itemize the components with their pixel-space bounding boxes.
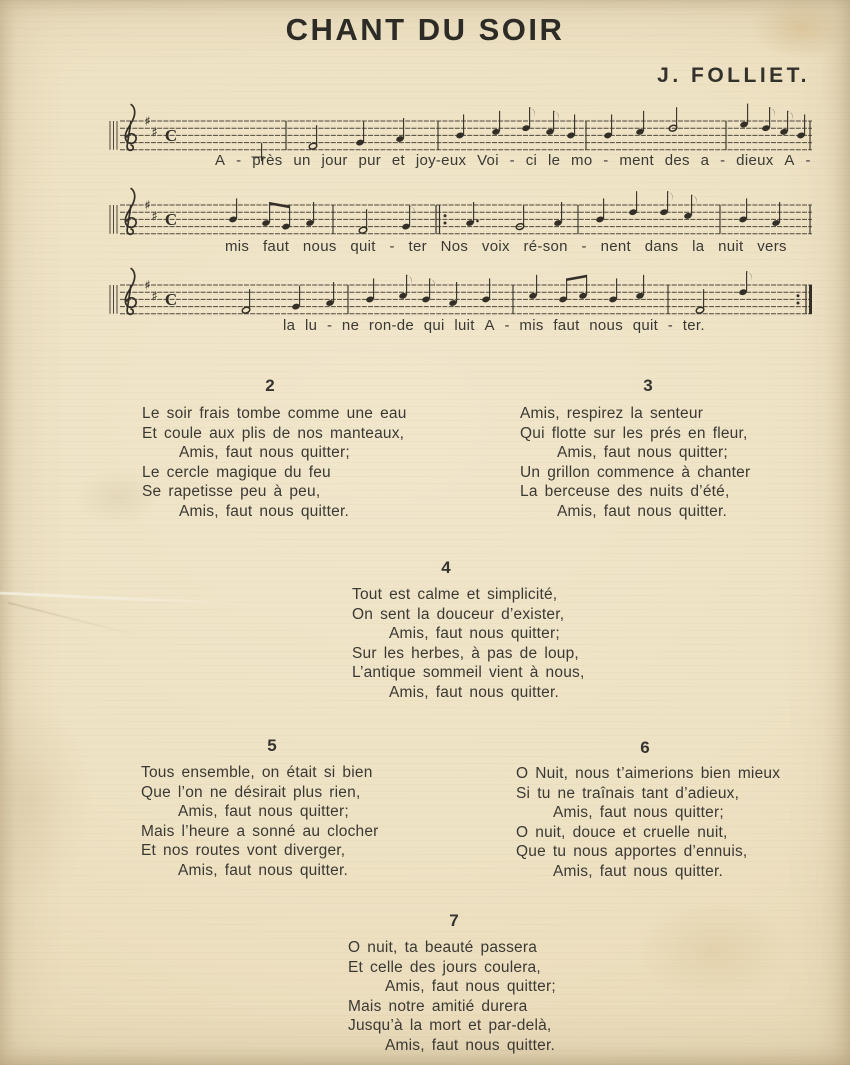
lyric-syllable: - — [326, 317, 333, 334]
lyric-syllable: A — [784, 152, 795, 169]
staff-2-svg — [108, 179, 812, 245]
verse-number-2: 2 — [265, 376, 275, 395]
verse-line: Tous ensemble, on était si bien — [141, 764, 373, 781]
verse-line: Amis, faut nous quitter. — [557, 502, 727, 520]
lyric-syllable: faut — [553, 317, 580, 334]
lyric-syllable: - — [720, 152, 726, 169]
verse-block-2 — [142, 404, 407, 521]
treble-clef-icon — [125, 269, 136, 315]
verse-line: Sur les herbes, à pas de loup, — [352, 644, 579, 662]
lyric-syllable: ne — [341, 317, 360, 334]
verse-line: L’antique sommeil vient à nous, — [352, 664, 585, 681]
lyric-syllable: mis — [519, 317, 544, 334]
lyric-syllable: quit — [350, 238, 376, 255]
time-signature: C — [164, 126, 178, 145]
verse-line: Amis, faut nous quitter. — [385, 1036, 555, 1054]
page-title: CHANT DU SOIR — [285, 12, 565, 47]
staff-2-lyrics — [225, 238, 787, 255]
lyric-syllable: vers — [757, 238, 787, 255]
lyric-syllable: joy-eux — [415, 152, 467, 169]
lyric-syllable: qui — [423, 317, 445, 334]
composer-name: J. FOLLIET. — [657, 64, 810, 87]
verse-line: Amis, faut nous quitter; — [557, 444, 728, 461]
time-signature: C — [164, 290, 178, 309]
verse-line: Amis, faut nous quitter; — [385, 978, 556, 995]
lyric-syllable: mis — [225, 238, 250, 255]
lyric-syllable: - — [603, 152, 609, 169]
lyric-syllable: dans — [644, 238, 679, 255]
lyric-syllable: ment — [619, 152, 654, 169]
lyric-syllable: - — [509, 152, 515, 169]
verse-line: Un grillon commence à chanter — [520, 463, 751, 481]
verse-block-7 — [348, 938, 556, 1055]
sharp-icon: ♯ — [151, 125, 158, 141]
verse-line: On sent la douceur d’exister, — [352, 605, 565, 623]
lyric-syllable: voix — [481, 238, 510, 255]
lyric-syllable: ré-son — [523, 238, 568, 255]
lyric-syllable: pur — [358, 152, 382, 169]
lyric-syllable: - — [805, 152, 811, 169]
sharp-icon: ♯ — [144, 114, 151, 130]
lyric-syllable: a — [700, 152, 710, 169]
paper-crease — [8, 602, 154, 640]
lyric-syllable: un — [293, 152, 311, 169]
lyric-syllable: dieux — [736, 152, 774, 169]
verse-line: Amis, faut nous quitter. — [179, 502, 349, 520]
verse-line: Amis, faut nous quitter; — [178, 803, 349, 820]
staff-3-lyrics — [283, 317, 705, 334]
lyric-syllable: nous — [589, 317, 623, 334]
sharp-icon: ♯ — [151, 209, 158, 225]
verse-line: Amis, respirez la senteur — [520, 405, 704, 422]
lyric-syllable: nent — [600, 238, 631, 255]
verse-line: Amis, faut nous quitter; — [389, 625, 560, 642]
lyric-syllable: mo — [571, 152, 593, 169]
verse-line: Et coule aux plis de nos manteaux, — [142, 424, 405, 442]
lyric-syllable: quit — [632, 317, 659, 334]
lyric-syllable: lu — [304, 317, 318, 334]
lyric-syllable: ci — [525, 152, 538, 169]
lyric-syllable: le — [547, 152, 561, 169]
verse-number-7: 7 — [449, 911, 459, 930]
lyric-syllable: - — [504, 317, 510, 334]
lyric-syllable: - — [581, 238, 587, 255]
verse-number-5: 5 — [267, 736, 277, 755]
paper-crease — [0, 592, 290, 608]
verse-line: Amis, faut nous quitter; — [553, 804, 724, 821]
verse-line: Amis, faut nous quitter. — [389, 683, 559, 701]
staff-1-lyrics — [215, 152, 811, 169]
verse-line: Amis, faut nous quitter; — [179, 444, 350, 461]
verse-line: Se rapetisse peu à peu, — [142, 483, 321, 500]
verse-number-4: 4 — [441, 558, 451, 577]
verse-block-5 — [141, 763, 379, 880]
lyric-syllable: la — [692, 238, 705, 255]
lyric-syllable: - — [667, 317, 674, 334]
verse-line: O Nuit, nous t’aimerions bien mieux — [516, 765, 781, 782]
lyric-syllable: nuit — [718, 238, 744, 255]
sharp-icon: ♯ — [144, 198, 151, 214]
verse-line: Le cercle magique du feu — [142, 463, 331, 481]
lyric-syllable: près — [252, 152, 283, 169]
verse-line: Et nos routes vont diverger, — [141, 842, 346, 859]
verse-number-3: 3 — [643, 376, 653, 395]
verse-line: Mais notre amitié durera — [348, 997, 528, 1015]
verse-line: Le soir frais tombe comme une eau — [142, 405, 407, 422]
verse-line: Mais l’heure a sonné au clocher — [141, 822, 379, 840]
lyric-syllable: jour — [321, 152, 348, 169]
verse-block-4 — [352, 585, 584, 702]
lyric-syllable: Voi — [477, 152, 499, 169]
sharp-icon: ♯ — [144, 278, 151, 294]
verse-line: Que l’on ne désirait plus rien, — [141, 783, 361, 801]
lyric-syllable: ron-de — [368, 317, 415, 334]
verse-line: Amis, faut nous quitter. — [178, 861, 348, 879]
sharp-icon: ♯ — [151, 289, 158, 305]
lyric-syllable: et — [391, 152, 406, 169]
lyric-syllable: nous — [302, 238, 337, 255]
treble-clef-icon — [125, 105, 136, 151]
time-signature: C — [164, 210, 178, 229]
lyric-syllable: des — [664, 152, 690, 169]
verse-line: Que tu nous apportes d’ennuis, — [516, 843, 748, 860]
lyric-syllable: - — [236, 152, 242, 169]
verse-line: Jusqu’à la mort et par-delà, — [348, 1017, 552, 1034]
treble-clef-icon — [125, 189, 136, 235]
lyric-syllable: luit — [454, 317, 475, 334]
verse-line: Qui flotte sur les prés en fleur, — [520, 424, 748, 442]
lyric-syllable: A — [215, 152, 226, 169]
lyric-syllable: - — [389, 238, 395, 255]
verse-line: La berceuse des nuits d’été, — [520, 483, 730, 500]
verse-line: O nuit, ta beauté passera — [348, 939, 538, 956]
lyric-syllable: faut — [262, 238, 290, 255]
verse-line: Et celle des jours coulera, — [348, 958, 541, 976]
verse-block-3 — [520, 404, 750, 521]
verse-line: Amis, faut nous quitter. — [553, 862, 723, 880]
lyric-syllable: Nos — [440, 238, 469, 255]
lyric-syllable: A — [484, 317, 495, 334]
verse-line: O nuit, douce et cruelle nuit, — [516, 823, 728, 841]
verse-number-6: 6 — [640, 738, 650, 757]
lyric-syllable: la — [283, 317, 296, 334]
staff-3-svg — [108, 259, 812, 325]
verse-line: Si tu ne traînais tant d’adieux, — [516, 784, 740, 802]
verse-block-6 — [516, 764, 780, 881]
verse-line: Tout est calme et simplicité, — [352, 586, 558, 603]
lyric-syllable: ter. — [682, 317, 705, 334]
lyric-syllable: ter — [408, 238, 427, 255]
